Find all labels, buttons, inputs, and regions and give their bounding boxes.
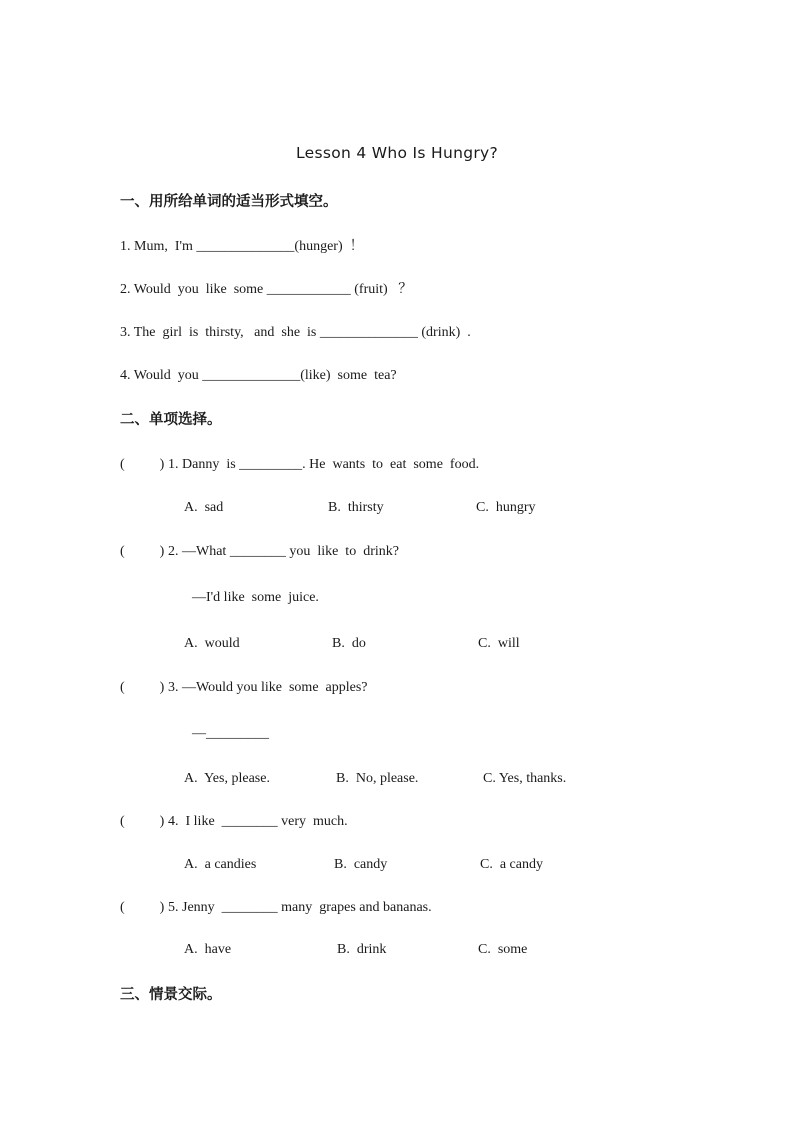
answer-bracket: ( ) bbox=[120, 680, 165, 695]
dialogue-reply-3: —_________ bbox=[192, 726, 269, 741]
option-c: C. Yes, thanks. bbox=[483, 771, 567, 786]
option-b: B. thirsty bbox=[328, 500, 384, 515]
answer-bracket: ( ) bbox=[120, 457, 165, 472]
option-c: C. will bbox=[478, 636, 520, 651]
section-heading-3: 三、情景交际。 bbox=[120, 987, 222, 1003]
option-a: A. sad bbox=[184, 500, 224, 515]
answer-bracket: ( ) bbox=[120, 544, 165, 559]
question-stem-3: 3. —Would you like some apples? bbox=[168, 680, 368, 695]
option-a: A. a candies bbox=[184, 857, 257, 872]
section-heading-1: 一、用所给单词的适当形式填空。 bbox=[120, 194, 338, 210]
question-stem-1: 1. Danny is _________. He wants to eat some food. bbox=[168, 457, 480, 472]
option-a: A. Yes, please. bbox=[184, 771, 270, 786]
answer-bracket: ( ) bbox=[120, 814, 165, 829]
fill-item-2: 2. Would you like some ____________ (fruit) ？ bbox=[120, 282, 413, 297]
page-title: Lesson 4 Who Is Hungry? bbox=[295, 144, 499, 162]
question-stem-5: 5. Jenny ________ many grapes and bananas. bbox=[168, 900, 432, 915]
option-b: B. drink bbox=[337, 942, 387, 957]
fill-item-1: 1. Mum, I'm ______________(hunger) ！ bbox=[120, 239, 364, 254]
section-heading-2: 二、单项选择。 bbox=[120, 412, 222, 428]
fill-item-3: 3. The girl is thirsty, and she is ______________ (drink) . bbox=[120, 325, 471, 340]
option-a: A. would bbox=[184, 636, 240, 651]
dialogue-reply-2: —I'd like some juice. bbox=[192, 590, 319, 605]
option-b: B. do bbox=[332, 636, 366, 651]
question-stem-2: 2. —What ________ you like to drink? bbox=[168, 544, 399, 559]
option-c: C. some bbox=[478, 942, 528, 957]
option-c: C. hungry bbox=[476, 500, 536, 515]
option-b: B. candy bbox=[334, 857, 388, 872]
option-c: C. a candy bbox=[480, 857, 543, 872]
option-a: A. have bbox=[184, 942, 232, 957]
fill-item-4: 4. Would you ______________(like) some tea? bbox=[120, 368, 397, 383]
option-b: B. No, please. bbox=[336, 771, 419, 786]
question-stem-4: 4. I like ________ very much. bbox=[168, 814, 348, 829]
answer-bracket: ( ) bbox=[120, 900, 165, 915]
